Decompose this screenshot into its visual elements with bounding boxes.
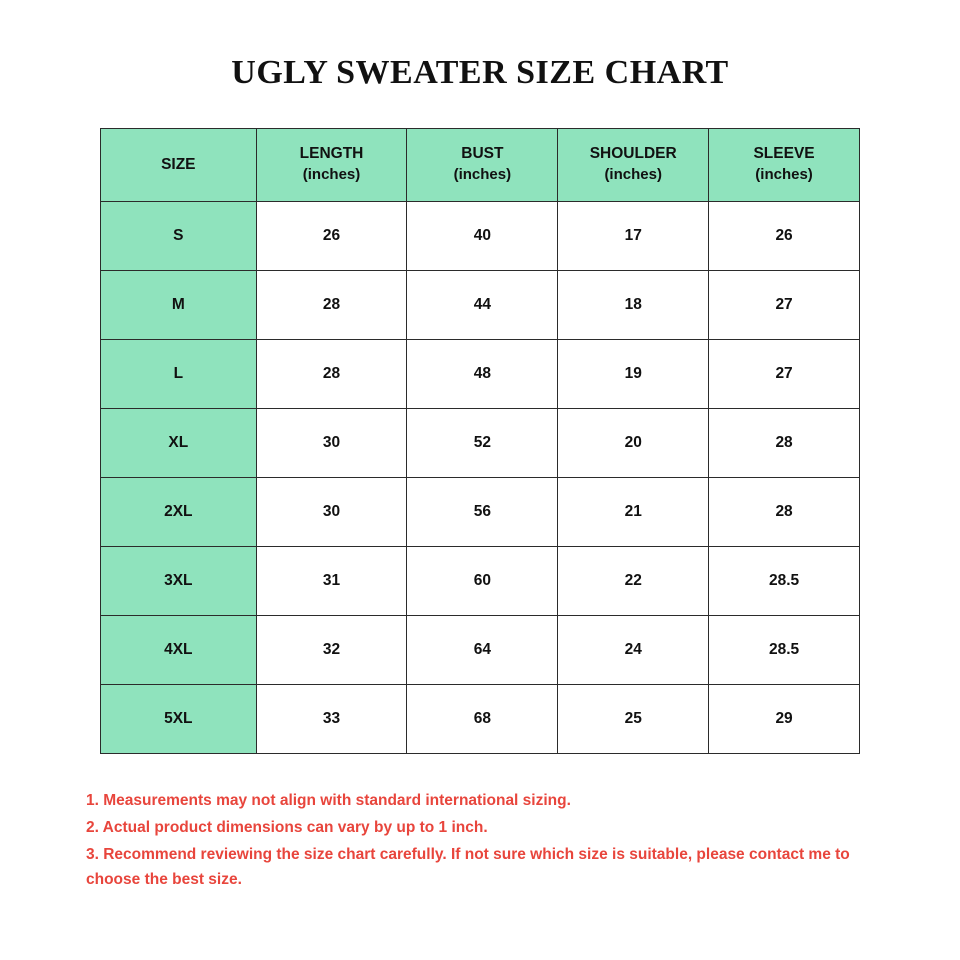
column-header-shoulder-label: SHOULDER: [589, 145, 677, 163]
note-item: 3. Recommend reviewing the size chart carefully. If not sure which size is suitable, please contact me to choose the best size.: [86, 846, 850, 889]
cell-size: XL: [101, 409, 257, 478]
size-chart-table-wrap: [100, 128, 860, 754]
column-header-shoulder: [558, 129, 709, 202]
header-row: [101, 129, 860, 202]
cell-sleeve: 28.5: [709, 616, 860, 685]
cell-sleeve: 27: [709, 271, 860, 340]
cell-length: 33: [256, 685, 407, 754]
column-header-bust: [407, 129, 558, 202]
size-chart-table: [100, 128, 860, 754]
cell-size: M: [101, 271, 257, 340]
cell-bust: 48: [407, 340, 558, 409]
table-row: [101, 616, 860, 685]
cell-shoulder: 25: [558, 685, 709, 754]
page-title: UGLY SWEATER SIZE CHART: [231, 54, 729, 91]
cell-length: 26: [256, 202, 407, 271]
cell-size: 4XL: [101, 616, 257, 685]
cell-shoulder: 19: [558, 340, 709, 409]
cell-bust: 60: [407, 547, 558, 616]
column-header-bust-label: BUST: [461, 145, 504, 163]
column-header-length: [256, 129, 407, 202]
column-header-sleeve-label: SLEEVE: [753, 145, 815, 163]
cell-length: 30: [256, 409, 407, 478]
table-row: [101, 340, 860, 409]
cell-length: 31: [256, 547, 407, 616]
cell-length: 28: [256, 271, 407, 340]
cell-sleeve: 26: [709, 202, 860, 271]
table-row: [101, 478, 860, 547]
note-item: 2. Actual product dimensions can vary by up to 1 inch.: [86, 819, 488, 837]
cell-sleeve: 28.5: [709, 547, 860, 616]
cell-shoulder: 21: [558, 478, 709, 547]
table-header: [101, 129, 860, 202]
notes-section: [80, 788, 880, 892]
table-row: [101, 271, 860, 340]
cell-size: 2XL: [101, 478, 257, 547]
table-row: [101, 547, 860, 616]
table-row: [101, 685, 860, 754]
cell-length: 30: [256, 478, 407, 547]
cell-shoulder: 17: [558, 202, 709, 271]
column-header-shoulder-unit: (inches): [604, 166, 662, 184]
cell-shoulder: 24: [558, 616, 709, 685]
cell-size: S: [101, 202, 257, 271]
column-header-sleeve-unit: (inches): [755, 166, 813, 184]
column-header-bust-unit: (inches): [453, 166, 512, 184]
cell-bust: 68: [407, 685, 558, 754]
cell-sleeve: 29: [709, 685, 860, 754]
cell-shoulder: 18: [558, 271, 709, 340]
cell-bust: 52: [407, 409, 558, 478]
cell-bust: 64: [407, 616, 558, 685]
cell-length: 32: [256, 616, 407, 685]
column-header-size: [101, 129, 257, 202]
cell-sleeve: 27: [709, 340, 860, 409]
cell-size: 5XL: [101, 685, 257, 754]
table-body: [101, 202, 860, 754]
column-header-size-label: SIZE: [161, 155, 196, 173]
note-item: 1. Measurements may not align with standard international sizing.: [86, 792, 571, 809]
column-header-sleeve: [709, 129, 860, 202]
column-header-length-label: LENGTH: [299, 145, 364, 163]
cell-sleeve: 28: [709, 409, 860, 478]
cell-sleeve: 28: [709, 478, 860, 547]
column-header-length-unit: (inches): [302, 166, 361, 184]
cell-bust: 44: [407, 271, 558, 340]
table-row: [101, 202, 860, 271]
cell-length: 28: [256, 340, 407, 409]
cell-size: L: [101, 340, 257, 409]
cell-bust: 40: [407, 202, 558, 271]
table-row: [101, 409, 860, 478]
cell-bust: 56: [407, 478, 558, 547]
cell-shoulder: 20: [558, 409, 709, 478]
cell-shoulder: 22: [558, 547, 709, 616]
cell-size: 3XL: [101, 547, 257, 616]
